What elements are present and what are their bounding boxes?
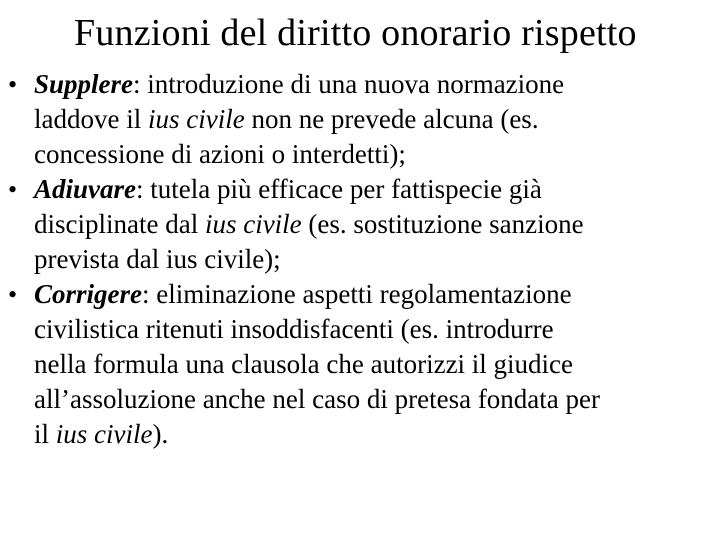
bullet-supplere [8, 67, 716, 172]
bullet-text: laddove il [34, 104, 148, 134]
bullet-emphasis: ius civile [147, 104, 245, 134]
bullet-line [34, 102, 716, 137]
bullet-line: all’assoluzione anche nel caso di pretesa fondata per [34, 384, 600, 414]
bullet-line [34, 277, 716, 312]
bullet-line [34, 172, 716, 207]
bullet-adiuvare [8, 172, 716, 277]
bullet-line: civilistica ritenuti insoddisfacenti (es. introdurre [34, 314, 554, 344]
bullet-line [34, 67, 716, 102]
bullet-emphasis: ius civile [55, 419, 153, 449]
bullet-text: : eliminazione aspetti regolamentazione [142, 279, 572, 309]
bullet-list [8, 67, 716, 452]
bullet-term: Supplere [34, 69, 134, 99]
bullet-line [34, 207, 716, 242]
slide-title: Funzioni del diritto onorario rispetto [74, 12, 637, 54]
bullet-line: prevista dal ius civile); [34, 244, 281, 274]
bullet-text: : tutela più efficace per fattispecie già [136, 174, 542, 204]
bullet-dot: • [8, 70, 18, 99]
bullet-dot: • [8, 175, 18, 204]
bullet-term: Adiuvare [34, 174, 137, 204]
bullet-text: ). [152, 419, 169, 449]
bullet-emphasis: ius civile [204, 209, 302, 239]
bullet-line [34, 417, 716, 452]
bullet-text: il [34, 419, 56, 449]
bullet-term: Corrigere [34, 279, 142, 309]
bullet-dot: • [8, 280, 18, 309]
bullet-text: non ne prevede alcuna (es. [244, 104, 539, 134]
bullet-corrigere [8, 277, 716, 452]
bullet-text: : introduzione di una nuova normazione [133, 69, 565, 99]
bullet-text: disciplinate dal [34, 209, 205, 239]
bullet-line: nella formula una clausola che autorizzi il giudice [34, 349, 574, 379]
bullet-line: concessione di azioni o interdetti); [34, 139, 406, 169]
bullet-text: (es. sostituzione sanzione [301, 209, 584, 239]
